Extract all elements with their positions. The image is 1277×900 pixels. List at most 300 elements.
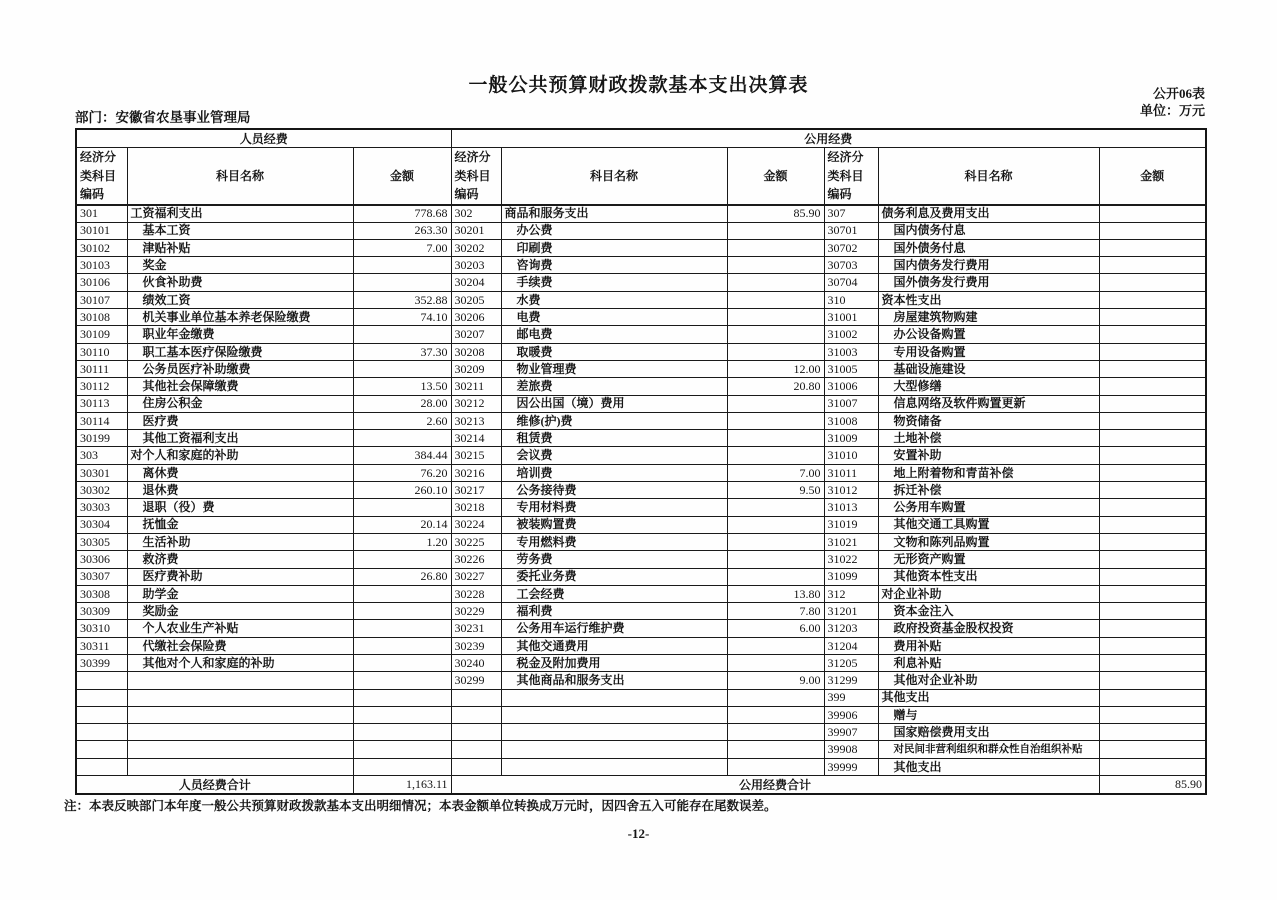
public-a-code-cell: 30205 <box>451 291 501 308</box>
public-a-name-cell: 咨询费 <box>501 257 727 274</box>
totals-row <box>76 776 1206 795</box>
personnel-code-cell: 30110 <box>76 343 127 360</box>
public-a-amount-cell <box>727 239 824 256</box>
public-a-amount-cell <box>727 430 824 447</box>
public-b-amount-cell <box>1099 568 1206 585</box>
table-row <box>76 603 1206 620</box>
page-number: -12- <box>627 826 650 841</box>
public-a-code-cell: 30239 <box>451 637 501 654</box>
public-a-amount-cell <box>727 326 824 343</box>
table-row <box>76 585 1206 602</box>
public-a-name-cell: 电费 <box>501 309 727 326</box>
public-b-name-cell: 物资储备 <box>878 412 1099 429</box>
public-a-amount-cell <box>727 343 824 360</box>
public-b-amount-cell <box>1099 637 1206 654</box>
personnel-code-cell: 30113 <box>76 395 127 412</box>
budget-table <box>75 128 1207 795</box>
public-b-code-cell: 39907 <box>824 724 878 741</box>
public-b-code-cell: 31006 <box>824 378 878 395</box>
personnel-code-cell <box>76 724 127 741</box>
personnel-name-cell <box>127 724 353 741</box>
personnel-name-cell: 退休费 <box>127 482 353 499</box>
public-a-amount-cell: 13.80 <box>727 585 824 602</box>
public-b-name-cell: 其他支出 <box>878 758 1099 775</box>
personnel-name-cell: 助学金 <box>127 585 353 602</box>
personnel-total-label: 人员经费合计 <box>76 776 353 795</box>
personnel-amount-cell <box>353 326 451 343</box>
table-row <box>76 464 1206 481</box>
personnel-code-cell: 30311 <box>76 637 127 654</box>
public-b-amount-cell <box>1099 343 1206 360</box>
public-a-code-cell <box>451 758 501 775</box>
personnel-name-cell: 其他对个人和家庭的补助 <box>127 655 353 672</box>
personnel-code-cell <box>76 706 127 723</box>
public-b-code-cell: 31021 <box>824 533 878 550</box>
public-a-name-cell: 培训费 <box>501 464 727 481</box>
personnel-code-cell: 30114 <box>76 412 127 429</box>
public-b-name-cell: 信息网络及软件购置更新 <box>878 395 1099 412</box>
personnel-code-cell: 30306 <box>76 551 127 568</box>
public-b-code-cell: 31005 <box>824 360 878 377</box>
personnel-code-cell: 30307 <box>76 568 127 585</box>
public-a-amount-cell <box>727 499 824 516</box>
table-row <box>76 257 1206 274</box>
form-code-label: 公开06表 <box>1152 86 1205 101</box>
public-b-code-cell: 30702 <box>824 239 878 256</box>
personnel-name-cell: 工资福利支出 <box>127 205 353 222</box>
personnel-code-cell: 30112 <box>76 378 127 395</box>
table-body <box>76 205 1206 776</box>
public-a-name-cell: 办公费 <box>501 222 727 239</box>
public-a-name-cell: 取暖费 <box>501 343 727 360</box>
personnel-name-cell: 职业年金缴费 <box>127 326 353 343</box>
public-b-name-cell: 国内债务付息 <box>878 222 1099 239</box>
public-b-amount-cell <box>1099 326 1206 343</box>
public-a-amount-cell: 6.00 <box>727 620 824 637</box>
personnel-name-cell: 职工基本医疗保险缴费 <box>127 343 353 360</box>
public-a-name-cell: 其他商品和服务支出 <box>501 672 727 689</box>
personnel-amount-cell <box>353 257 451 274</box>
public-a-name-cell <box>501 689 727 706</box>
public-b-amount-cell <box>1099 499 1206 516</box>
personnel-code-cell <box>76 741 127 758</box>
personnel-code-cell: 30199 <box>76 430 127 447</box>
public-b-amount-header: 金额 <box>1099 148 1206 205</box>
public-a-amount-cell <box>727 412 824 429</box>
footnote: 注：本表反映部门本年度一般公共预算财政拨款基本支出明细情况；本表金额单位转换成万元时，因四舍五入可能存在尾数误差。 <box>64 799 777 813</box>
public-a-name-cell: 专用材料费 <box>501 499 727 516</box>
public-b-name-cell: 资本性支出 <box>878 291 1099 308</box>
personnel-name-cell: 基本工资 <box>127 222 353 239</box>
personnel-amount-cell <box>353 603 451 620</box>
public-a-name-cell: 公务接待费 <box>501 482 727 499</box>
public-a-name-cell: 差旅费 <box>501 378 727 395</box>
public-a-amount-cell <box>727 291 824 308</box>
public-b-name-cell: 房屋建筑物购建 <box>878 309 1099 326</box>
unit-label: 单位：万元 <box>1139 103 1205 118</box>
public-b-amount-cell <box>1099 741 1206 758</box>
public-b-code-cell: 310 <box>824 291 878 308</box>
public-total-label: 公用经费合计 <box>451 776 1099 795</box>
table-row <box>76 672 1206 689</box>
personnel-name-cell: 奖金 <box>127 257 353 274</box>
public-b-amount-cell <box>1099 257 1206 274</box>
public-a-code-cell: 30206 <box>451 309 501 326</box>
personnel-name-cell: 对个人和家庭的补助 <box>127 447 353 464</box>
public-b-amount-cell <box>1099 689 1206 706</box>
public-a-amount-cell: 9.50 <box>727 482 824 499</box>
public-a-name-cell: 商品和服务支出 <box>501 205 727 222</box>
public-b-code-cell: 31203 <box>824 620 878 637</box>
personnel-amount-cell: 263.30 <box>353 222 451 239</box>
public-b-amount-cell <box>1099 620 1206 637</box>
public-b-name-cell: 国外债务付息 <box>878 239 1099 256</box>
personnel-amount-cell <box>353 724 451 741</box>
public-a-name-cell: 物业管理费 <box>501 360 727 377</box>
personnel-total-value: 1,163.11 <box>353 776 451 795</box>
personnel-amount-cell: 2.60 <box>353 412 451 429</box>
personnel-code-cell <box>76 689 127 706</box>
public-a-amount-cell: 20.80 <box>727 378 824 395</box>
table-row <box>76 447 1206 464</box>
public-b-name-cell: 其他支出 <box>878 689 1099 706</box>
personnel-name-cell: 医疗费 <box>127 412 353 429</box>
public-a-code-cell: 302 <box>451 205 501 222</box>
public-b-name-cell: 资本金注入 <box>878 603 1099 620</box>
public-a-code-cell: 30228 <box>451 585 501 602</box>
department-label: 部门：安徽省农垦事业管理局 <box>75 110 251 125</box>
table-row <box>76 360 1206 377</box>
public-b-amount-cell <box>1099 360 1206 377</box>
table-row <box>76 430 1206 447</box>
personnel-amount-cell: 37.30 <box>353 343 451 360</box>
public-b-code-cell: 30704 <box>824 274 878 291</box>
personnel-amount-cell <box>353 758 451 775</box>
public-a-name-cell <box>501 724 727 741</box>
personnel-code-cell: 30109 <box>76 326 127 343</box>
personnel-code-cell: 30305 <box>76 533 127 550</box>
public-b-name-cell: 国外债务发行费用 <box>878 274 1099 291</box>
public-b-code-cell: 31022 <box>824 551 878 568</box>
public-a-name-cell <box>501 706 727 723</box>
public-a-name-cell: 维修(护)费 <box>501 412 727 429</box>
table-row <box>76 482 1206 499</box>
table-row <box>76 222 1206 239</box>
personnel-code-cell: 30107 <box>76 291 127 308</box>
public-a-amount-cell <box>727 257 824 274</box>
personnel-group-header: 人员经费 <box>76 129 451 148</box>
personnel-code-cell: 30310 <box>76 620 127 637</box>
public-a-name-cell: 税金及附加费用 <box>501 655 727 672</box>
public-b-name-cell: 大型修缮 <box>878 378 1099 395</box>
public-a-amount-cell <box>727 222 824 239</box>
public-b-amount-cell <box>1099 551 1206 568</box>
public-a-code-cell <box>451 724 501 741</box>
public-a-name-cell: 手续费 <box>501 274 727 291</box>
public-b-code-cell: 31008 <box>824 412 878 429</box>
personnel-code-cell: 30308 <box>76 585 127 602</box>
personnel-name-cell: 机关事业单位基本养老保险缴费 <box>127 309 353 326</box>
public-b-amount-cell <box>1099 724 1206 741</box>
public-a-name-cell: 工会经费 <box>501 585 727 602</box>
table-row <box>76 637 1206 654</box>
public-b-amount-cell <box>1099 378 1206 395</box>
public-b-name-cell: 办公设备购置 <box>878 326 1099 343</box>
personnel-code-cell: 303 <box>76 447 127 464</box>
public-a-amount-cell <box>727 724 824 741</box>
public-a-amount-cell <box>727 395 824 412</box>
personnel-amount-cell: 13.50 <box>353 378 451 395</box>
public-a-code-cell: 30201 <box>451 222 501 239</box>
table-row <box>76 274 1206 291</box>
public-b-name-cell: 政府投资基金股权投资 <box>878 620 1099 637</box>
public-a-name-cell: 水费 <box>501 291 727 308</box>
public-a-name-cell: 福利费 <box>501 603 727 620</box>
personnel-code-cell: 30101 <box>76 222 127 239</box>
public-b-code-cell: 39999 <box>824 758 878 775</box>
public-a-amount-cell <box>727 274 824 291</box>
public-a-code-cell: 30208 <box>451 343 501 360</box>
table-row <box>76 620 1206 637</box>
table-row <box>76 516 1206 533</box>
table-row <box>76 343 1206 360</box>
personnel-amount-cell <box>353 689 451 706</box>
personnel-name-cell <box>127 758 353 775</box>
personnel-name-cell: 绩效工资 <box>127 291 353 308</box>
public-b-name-cell: 国家赔偿费用支出 <box>878 724 1099 741</box>
table-row <box>76 326 1206 343</box>
public-a-code-cell: 30204 <box>451 274 501 291</box>
public-b-amount-cell <box>1099 464 1206 481</box>
personnel-amount-cell <box>353 741 451 758</box>
personnel-code-cell <box>76 758 127 775</box>
public-b-code-cell: 31003 <box>824 343 878 360</box>
personnel-name-cell: 退职（役）费 <box>127 499 353 516</box>
public-total-value: 85.90 <box>1099 776 1206 795</box>
public-a-code-cell: 30214 <box>451 430 501 447</box>
public-a-name-cell: 其他交通费用 <box>501 637 727 654</box>
public-b-amount-cell <box>1099 655 1206 672</box>
public-b-code-cell: 30703 <box>824 257 878 274</box>
personnel-name-cell <box>127 672 353 689</box>
personnel-name-cell <box>127 741 353 758</box>
public-a-code-cell: 30227 <box>451 568 501 585</box>
personnel-name-cell: 住房公积金 <box>127 395 353 412</box>
public-a-code-cell: 30215 <box>451 447 501 464</box>
public-b-name-header: 科目名称 <box>878 148 1099 205</box>
personnel-name-cell <box>127 706 353 723</box>
personnel-amount-cell: 76.20 <box>353 464 451 481</box>
public-a-code-cell: 30213 <box>451 412 501 429</box>
public-b-code-cell: 399 <box>824 689 878 706</box>
personnel-code-header: 经济分类科目编码 <box>76 148 127 205</box>
public-a-name-cell: 委托业务费 <box>501 568 727 585</box>
public-b-amount-cell <box>1099 706 1206 723</box>
personnel-code-cell: 30108 <box>76 309 127 326</box>
public-b-amount-cell <box>1099 239 1206 256</box>
public-b-amount-cell <box>1099 482 1206 499</box>
public-a-code-cell: 30203 <box>451 257 501 274</box>
public-b-name-cell: 债务利息及费用支出 <box>878 205 1099 222</box>
public-b-code-cell: 31012 <box>824 482 878 499</box>
public-group-header: 公用经费 <box>451 129 1206 148</box>
personnel-amount-cell <box>353 274 451 291</box>
personnel-name-cell: 津贴补贴 <box>127 239 353 256</box>
public-b-code-cell: 31010 <box>824 447 878 464</box>
table-row <box>76 741 1206 758</box>
personnel-code-cell: 30304 <box>76 516 127 533</box>
personnel-amount-cell: 74.10 <box>353 309 451 326</box>
public-b-amount-cell <box>1099 447 1206 464</box>
personnel-code-cell: 30399 <box>76 655 127 672</box>
public-a-amount-cell: 7.00 <box>727 464 824 481</box>
personnel-name-header: 科目名称 <box>127 148 353 205</box>
table-row <box>76 239 1206 256</box>
personnel-code-cell: 30302 <box>76 482 127 499</box>
personnel-code-cell: 30106 <box>76 274 127 291</box>
public-b-amount-cell <box>1099 516 1206 533</box>
public-b-name-cell: 土地补偿 <box>878 430 1099 447</box>
public-b-code-cell: 312 <box>824 585 878 602</box>
public-a-amount-cell <box>727 533 824 550</box>
personnel-name-cell: 个人农业生产补贴 <box>127 620 353 637</box>
public-a-amount-cell <box>727 516 824 533</box>
public-a-code-cell: 30231 <box>451 620 501 637</box>
personnel-amount-cell <box>353 672 451 689</box>
public-a-code-cell <box>451 741 501 758</box>
public-a-code-cell: 30209 <box>451 360 501 377</box>
public-a-amount-cell <box>727 689 824 706</box>
public-a-amount-cell <box>727 568 824 585</box>
public-b-name-cell: 其他交通工具购置 <box>878 516 1099 533</box>
public-b-name-cell: 地上附着物和青苗补偿 <box>878 464 1099 481</box>
personnel-name-cell: 其他社会保障缴费 <box>127 378 353 395</box>
public-a-name-cell: 印刷费 <box>501 239 727 256</box>
public-a-amount-header: 金额 <box>727 148 824 205</box>
personnel-name-cell: 离休费 <box>127 464 353 481</box>
public-a-code-cell: 30299 <box>451 672 501 689</box>
public-b-code-cell: 31201 <box>824 603 878 620</box>
public-b-code-cell: 30701 <box>824 222 878 239</box>
personnel-name-cell: 代缴社会保险费 <box>127 637 353 654</box>
public-b-code-cell: 31099 <box>824 568 878 585</box>
public-a-amount-cell <box>727 637 824 654</box>
public-a-code-cell <box>451 689 501 706</box>
public-a-amount-cell <box>727 706 824 723</box>
personnel-amount-cell <box>353 655 451 672</box>
personnel-code-cell: 30111 <box>76 360 127 377</box>
public-a-name-cell <box>501 741 727 758</box>
public-a-code-cell: 30217 <box>451 482 501 499</box>
public-b-name-cell: 无形资产购置 <box>878 551 1099 568</box>
public-b-name-cell: 费用补贴 <box>878 637 1099 654</box>
public-a-code-cell: 30224 <box>451 516 501 533</box>
public-a-name-cell: 邮电费 <box>501 326 727 343</box>
personnel-code-cell: 30103 <box>76 257 127 274</box>
public-b-amount-cell <box>1099 412 1206 429</box>
public-a-code-cell: 30212 <box>451 395 501 412</box>
public-a-amount-cell: 85.90 <box>727 205 824 222</box>
personnel-name-cell <box>127 689 353 706</box>
public-b-name-cell: 其他对企业补助 <box>878 672 1099 689</box>
personnel-amount-cell: 20.14 <box>353 516 451 533</box>
personnel-code-cell: 30303 <box>76 499 127 516</box>
table-row <box>76 499 1206 516</box>
personnel-amount-cell <box>353 551 451 568</box>
public-a-code-cell: 30226 <box>451 551 501 568</box>
personnel-code-cell: 301 <box>76 205 127 222</box>
public-b-amount-cell <box>1099 672 1206 689</box>
table-row <box>76 205 1206 222</box>
public-b-amount-cell <box>1099 585 1206 602</box>
personnel-amount-cell <box>353 360 451 377</box>
personnel-amount-cell: 28.00 <box>353 395 451 412</box>
public-b-name-cell: 基础设施建设 <box>878 360 1099 377</box>
public-a-code-cell <box>451 706 501 723</box>
public-b-code-cell: 307 <box>824 205 878 222</box>
personnel-amount-cell <box>353 430 451 447</box>
personnel-amount-cell <box>353 620 451 637</box>
public-a-name-header: 科目名称 <box>501 148 727 205</box>
personnel-name-cell: 医疗费补助 <box>127 568 353 585</box>
personnel-code-cell: 30301 <box>76 464 127 481</box>
table-row <box>76 551 1206 568</box>
public-a-amount-cell <box>727 758 824 775</box>
personnel-amount-cell: 352.88 <box>353 291 451 308</box>
personnel-name-cell: 奖励金 <box>127 603 353 620</box>
public-b-amount-cell <box>1099 222 1206 239</box>
personnel-amount-cell: 384.44 <box>353 447 451 464</box>
public-a-amount-cell <box>727 447 824 464</box>
group-header-row <box>76 129 1206 148</box>
table-row <box>76 533 1206 550</box>
table-row <box>76 706 1206 723</box>
table-row <box>76 309 1206 326</box>
public-b-code-cell: 39908 <box>824 741 878 758</box>
public-a-name-cell: 被装购置费 <box>501 516 727 533</box>
personnel-name-cell: 伙食补助费 <box>127 274 353 291</box>
public-b-name-cell: 利息补贴 <box>878 655 1099 672</box>
personnel-name-cell: 生活补助 <box>127 533 353 550</box>
table-row <box>76 655 1206 672</box>
public-b-name-cell: 对民间非营利组织和群众性自治组织补贴 <box>878 741 1099 758</box>
page-title: 一般公共预算财政拨款基本支出决算表 <box>468 75 809 96</box>
public-b-amount-cell <box>1099 430 1206 447</box>
personnel-amount-cell: 7.00 <box>353 239 451 256</box>
table-row <box>76 724 1206 741</box>
public-b-name-cell: 公务用车购置 <box>878 499 1099 516</box>
public-a-code-cell: 30240 <box>451 655 501 672</box>
public-b-amount-cell <box>1099 291 1206 308</box>
public-b-amount-cell <box>1099 395 1206 412</box>
personnel-amount-cell <box>353 585 451 602</box>
public-b-amount-cell <box>1099 274 1206 291</box>
personnel-amount-cell <box>353 706 451 723</box>
personnel-amount-cell: 1.20 <box>353 533 451 550</box>
public-a-code-cell: 30225 <box>451 533 501 550</box>
personnel-name-cell: 其他工资福利支出 <box>127 430 353 447</box>
table-row <box>76 378 1206 395</box>
public-b-name-cell: 专用设备购置 <box>878 343 1099 360</box>
personnel-code-cell: 30102 <box>76 239 127 256</box>
table-row <box>76 568 1206 585</box>
public-a-name-cell: 专用燃料费 <box>501 533 727 550</box>
public-a-amount-cell: 7.80 <box>727 603 824 620</box>
public-b-code-cell: 31009 <box>824 430 878 447</box>
public-b-code-cell: 31007 <box>824 395 878 412</box>
personnel-name-cell: 抚恤金 <box>127 516 353 533</box>
public-b-name-cell: 赠与 <box>878 706 1099 723</box>
